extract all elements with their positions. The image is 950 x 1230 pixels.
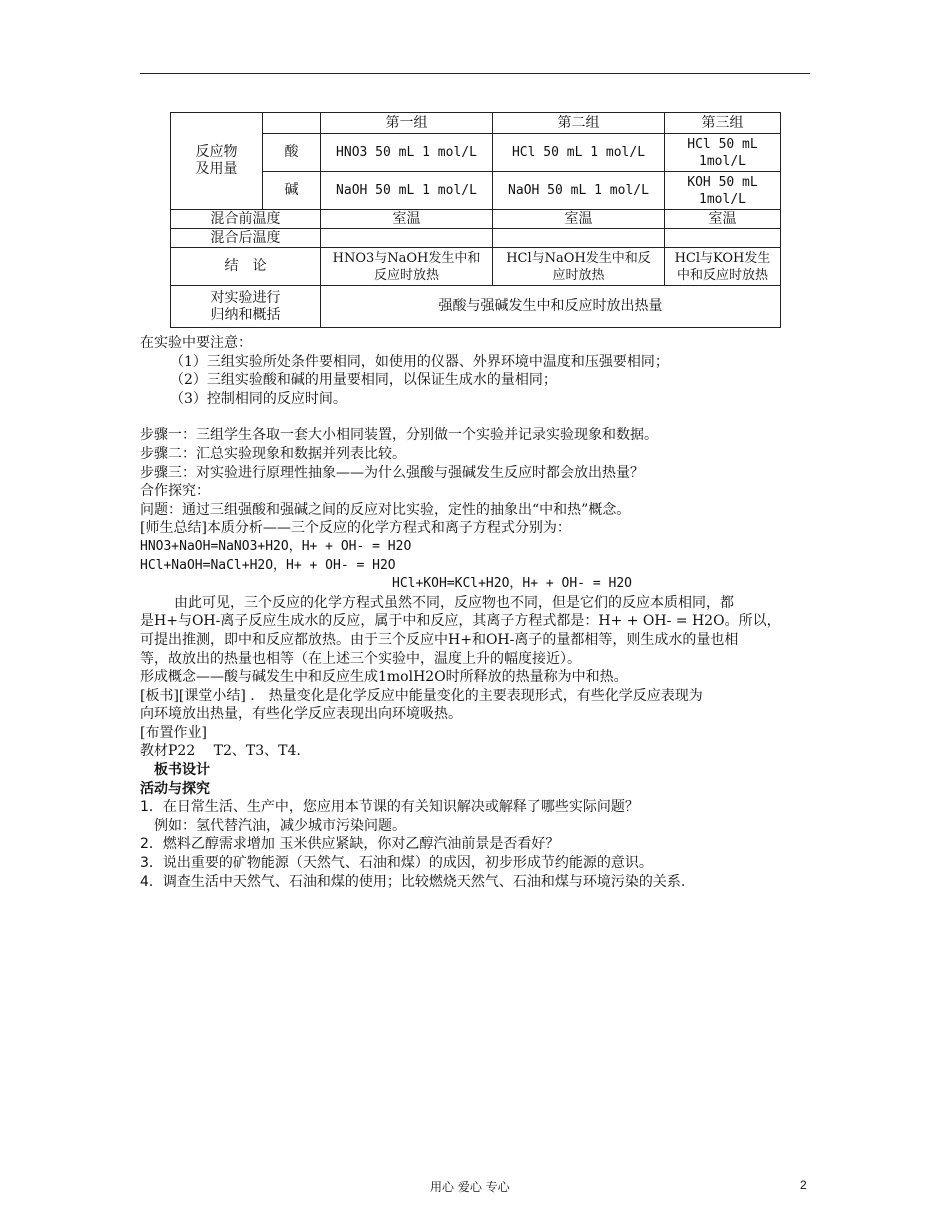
- base-cell-1: NaOH 50 mL 1 mol/L: [321, 172, 493, 210]
- activity-item: 1．在日常生活、生产中，您应用本节课的有关知识解决或解释了哪些实际问题？: [140, 799, 639, 816]
- paragraph-line: 可提出推测，即中和反应都放热。由于三个反应中H+和OH-离子的量都相等，则生成水的量也相: [140, 631, 739, 648]
- temp-after-3: [665, 229, 781, 248]
- paragraph-line: 是H+与OH-离子反应生成水的反应，属于中和反应，其离子方程式都是：H+ + OH- = H2O。所以，: [140, 613, 781, 630]
- conclusion-2: HCl与NaOH发生中和反 应时放热: [493, 248, 665, 286]
- group-header-1: 第一组: [321, 113, 493, 134]
- base-cell-2: NaOH 50 mL 1 mol/L: [493, 172, 665, 210]
- notes-heading: 在实验中要注意：: [140, 335, 252, 351]
- reactant-label: 反应物 及用量: [171, 113, 263, 210]
- equation-3: HCl+KOH=KCl+H2O，H+ + OH- = H2O: [392, 576, 632, 592]
- header-rule: [140, 73, 810, 74]
- summary-label: 对实验进行 归纳和概括: [171, 286, 321, 328]
- homework-line: 教材P22 T2、T3、T4.: [140, 743, 301, 760]
- conclusion-1: HNO3与NaOH发生中和 反应时放热: [321, 248, 493, 286]
- temp-before-1: 室温: [321, 210, 493, 229]
- acid-cell-2: HCl 50 mL 1 mol/L: [493, 134, 665, 172]
- paragraph-line: 等，故放出的热量也相等（在上述三个实验中，温度上升的幅度接近）。: [140, 650, 581, 667]
- step-1: 步骤一：三组学生各取一套大小相同装置，分别做一个实验并记录实验现象和数据。: [140, 427, 658, 444]
- experiment-table: [170, 112, 781, 328]
- board-design-heading: 板书设计: [154, 762, 210, 779]
- page-number: 2: [800, 1178, 807, 1192]
- conclusion-3: HCl与KOH发生 中和反应时放热: [665, 248, 781, 286]
- temp-before-label: 混合前温度: [171, 210, 321, 229]
- activity-item: 2．燃料乙醇需求增加 玉米供应紧缺，你对乙醇汽油前景是否看好？: [140, 836, 560, 853]
- lesson-body: [140, 334, 820, 891]
- temp-before-3: 室温: [665, 210, 781, 229]
- acid-cell-3: HCl 50 mL 1mol/L: [665, 134, 781, 172]
- step-2: 步骤二：汇总实验现象和数据并列表比较。: [140, 445, 406, 462]
- conclusion-label: 结 论: [171, 248, 321, 286]
- concept-line: 形成概念——酸与碱发生中和反应生成1molH2O时所释放的热量称为中和热。: [140, 669, 628, 686]
- summary-line: [师生总结]本质分析——三个反应的化学方程式和离子方程式分别为：: [140, 520, 571, 537]
- step-3: 步骤三：对实验进行原理性抽象——为什么强酸与强碱发生反应时都会放出热量？: [140, 464, 644, 481]
- activity-item: 例如：氢代替汽油，减少城市污染问题。: [140, 817, 406, 834]
- base-cell-3: KOH 50 mL 1mol/L: [665, 172, 781, 210]
- footer-slogan: 用心 爱心 专心: [430, 1180, 510, 1194]
- equation-1: HNO3+NaOH=NaNO3+H2O，H+ + OH- = H2O: [140, 538, 412, 554]
- note-item: （2）三组实验酸和碱的用量要相同，以保证生成水的量相同；: [170, 372, 557, 389]
- question-line: 问题：通过三组强酸和强碱之间的反应对比实验，定性的抽象出“中和热”概念。: [140, 501, 631, 518]
- note-item: （3）控制相同的反应时间。: [170, 390, 347, 407]
- base-label: 碱: [263, 172, 321, 210]
- acid-cell-1: HNO3 50 mL 1 mol/L: [321, 134, 493, 172]
- temp-after-2: [493, 229, 665, 248]
- temp-after-1: [321, 229, 493, 248]
- activity-item: 4．调查生活中天然气、石油和煤的使用；比较燃烧天然气、石油和煤与环境污染的关系.: [140, 873, 686, 890]
- equation-2: HCl+NaOH=NaCl+H2O，H+ + OH- = H2O: [140, 557, 396, 573]
- note-item: （1）三组实验所处条件要相同，如使用的仪器、外界环境中温度和压强要相同；: [170, 353, 669, 370]
- activity-heading: 活动与探究: [140, 780, 210, 797]
- paragraph-line: 由此可见，三个反应的化学方程式虽然不同，反应物也不同，但是它们的反应本质相同，都: [174, 594, 734, 611]
- activity-item: 3．说出重要的矿物能源（天然气、石油和煤）的成因，初步形成节约能源的意识。: [140, 855, 653, 872]
- homework-heading: [布置作业]: [140, 724, 207, 741]
- summary-cell: 强酸与强碱发生中和反应时放出热量: [321, 286, 781, 328]
- board-summary-line: 向环境放出热量，有些化学反应表现出向环境吸热。: [140, 706, 462, 723]
- group-header-2: 第二组: [493, 113, 665, 134]
- coop-heading: 合作探究：: [140, 483, 210, 500]
- board-summary-line: [板书][课堂小结] . 热量变化是化学反应中能量变化的主要表现形式，有些化学反应表现为: [140, 687, 703, 704]
- temp-before-2: 室温: [493, 210, 665, 229]
- temp-after-label: 混合后温度: [171, 229, 321, 248]
- group-header-3: 第三组: [665, 113, 781, 134]
- empty-cell: [263, 113, 321, 134]
- acid-label: 酸: [263, 134, 321, 172]
